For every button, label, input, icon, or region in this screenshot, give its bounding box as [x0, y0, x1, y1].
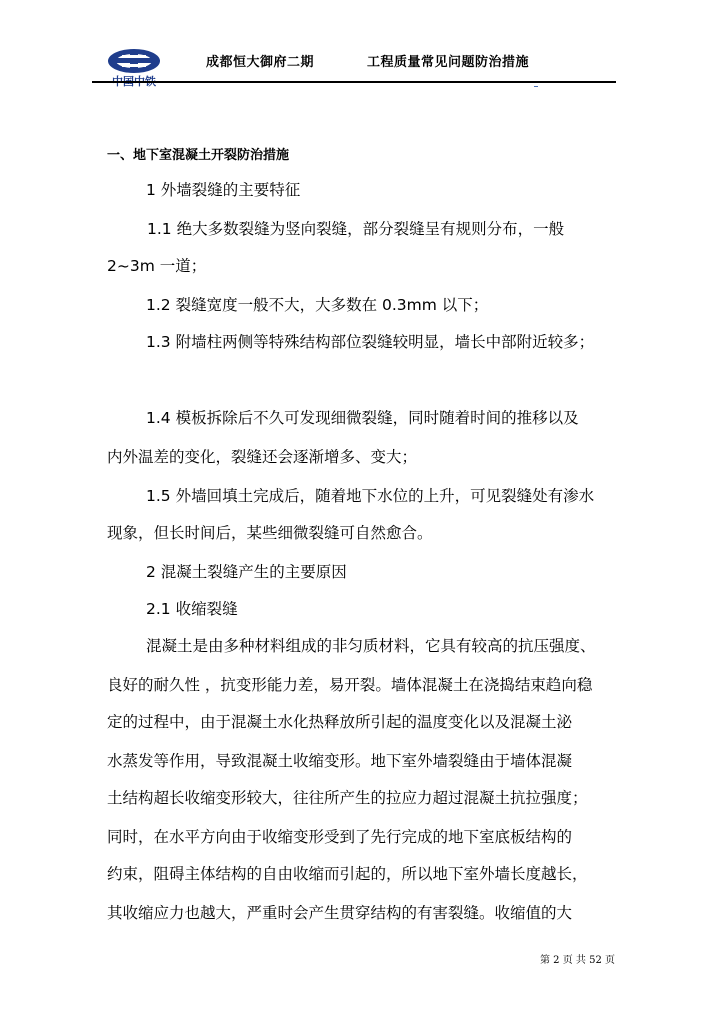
- section-title: 一、地下室混凝土开裂防治措施: [107, 148, 290, 163]
- paragraph-line: 现象，但长时间后，某些细微裂缝可自然愈合。: [107, 524, 433, 542]
- paragraph-line: 1.3 附墙柱两侧等特殊结构部位裂缝较明显，墙长中部附近较多；: [146, 333, 595, 351]
- paragraph-line: 其收缩应力也越大，严重时会产生贯穿结构的有害裂缝。收缩值的大: [107, 904, 573, 922]
- paragraph-line: 同时，在水平方向由于收缩变形受到了先行完成的地下室底板结构的: [107, 828, 573, 846]
- subsection-heading: 2.1 收缩裂缝: [146, 600, 238, 618]
- paragraph-line: 混凝土是由多种材料组成的非匀质材料，它具有较高的抗压强度、: [146, 637, 596, 655]
- document-title: 工程质量常见问题防治措施: [367, 55, 530, 70]
- subsection-heading: 1 外墙裂缝的主要特征: [146, 181, 301, 199]
- page-number: 第 2 页 共 52 页: [540, 955, 615, 966]
- logo-text: 中国中铁: [112, 75, 156, 88]
- paragraph-line: 内外温差的变化，裂缝还会逐渐增多、变大；: [107, 448, 418, 466]
- paragraph-line: 水蒸发等作用，导致混凝土收缩变形。地下室外墙裂缝由于墙体混凝: [107, 752, 573, 770]
- paragraph-line: 土结构超长收缩变形较大，往往所产生的拉应力超过混凝土抗拉强度；: [107, 789, 588, 807]
- paragraph-line: 1.1 绝大多数裂缝为竖向裂缝，部分裂缝呈有规则分布，一般: [147, 220, 565, 238]
- paragraph-line: 约束，阻碍主体结构的自由收缩而引起的，所以地下室外墙长度越长，: [107, 865, 588, 883]
- paragraph-line: 良好的耐久性 ，抗变形能力差，易开裂。墙体混凝土在浇捣结束趋向稳: [107, 676, 593, 694]
- paragraph-line: 2~3m 一道；: [107, 257, 207, 275]
- paragraph-line: 定的过程中，由于混凝土水化热释放所引起的温度变化以及混凝土泌: [107, 713, 573, 731]
- paragraph-line: 1.5 外墙回填土完成后，随着地下水位的上升，可见裂缝处有渗水: [146, 487, 595, 505]
- paragraph-line: 1.2 裂缝宽度一般不大，大多数在 0.3mm 以下；: [146, 296, 489, 314]
- subsection-heading: 2 混凝土裂缝产生的主要原因: [146, 563, 347, 581]
- paragraph-line: 1.4 模板拆除后不久可发现细微裂缝，同时随着时间的推移以及: [146, 409, 579, 427]
- project-name: 成都恒大御府二期: [206, 55, 315, 70]
